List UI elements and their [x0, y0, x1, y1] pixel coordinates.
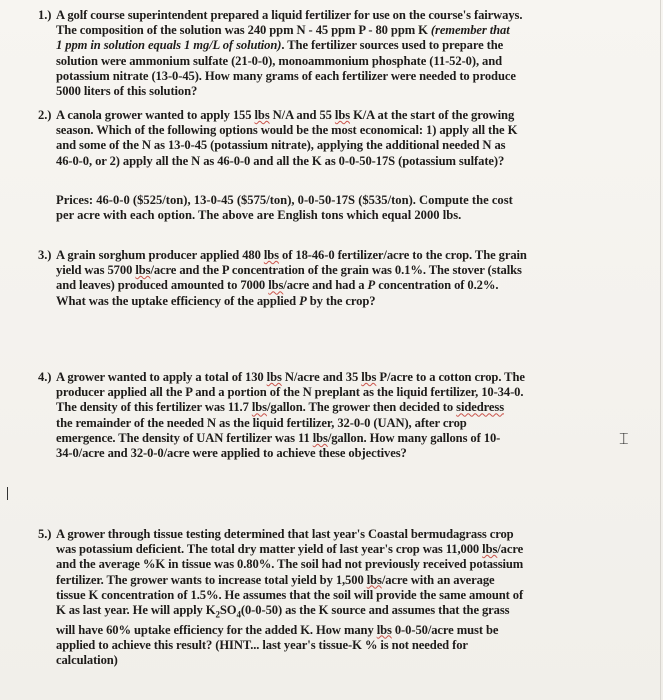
text-line: A canola grower wanted to apply 155 lbs N/A and 55 lbs K/A at the start of the growing: [56, 108, 515, 122]
text-line: A grain sorghum producer applied 480 lbs of 18-46-0 fertilizer/acre to the crop. The grain: [56, 248, 527, 262]
text-line: will have 60% uptake efficiency for the added K. How many lbs 0-0-50/acre must be: [56, 622, 499, 637]
text-line: A grower through tissue testing determined that last year's Coastal bermudagrass crop: [56, 527, 514, 541]
question-number: 4.): [38, 370, 52, 384]
text-line: producer applied all the P and a portion of the N preplant as the liquid fertilizer, 10-34-0.: [56, 385, 524, 400]
text-line: per acre with each option. The above are English tons which equal 2000 lbs.: [56, 208, 462, 223]
text-line: and leaves) produced amounted to 7000 lbs/acre and had a P concentration of 0.2%.: [56, 278, 499, 293]
prices-note: [56, 193, 513, 223]
text-line: and some of the N as 13-0-45 (potassium nitrate), applying the additional needed N as: [56, 138, 506, 153]
text-line: tissue K concentration of 1.5%. He assumes that the soil will provide the same amount of: [56, 587, 524, 602]
text-line: fertilizer. The grower wants to increase total yield by 1,500 lbs/acre with an average: [56, 572, 495, 587]
text-line: was potassium deficient. The total dry matter yield of last year's crop was 11,000 lbs/acre: [56, 542, 524, 557]
question-text: [56, 527, 523, 668]
text-line: A grower wanted to apply a total of 130 lbs N/acre and 35 lbs P/acre to a cotton crop. The: [56, 370, 525, 384]
text-line: emergence. The density of UAN fertilizer was 11 lbs/gallon. How many gallons of 10-: [56, 430, 501, 445]
question-text: [56, 108, 517, 169]
text-line: and the average %K in tissue was 0.80%. The soil had not previously received potassium: [56, 557, 524, 572]
text-line: yield was 5700 lbs/acre and the P concentration of the grain was 0.1%. The stover (stalks: [56, 263, 522, 278]
text-line: A golf course superintendent prepared a liquid fertilizer for use on the course's fairways.: [56, 8, 523, 22]
page-edge: [660, 0, 661, 700]
text-line: calculation): [56, 653, 118, 668]
text-line: What was the uptake efficiency of the applied P by the crop?: [56, 293, 376, 308]
text-line: applied to achieve this result? (HINT... last year's tissue-K % is not needed for: [56, 637, 468, 652]
question-number: 3.): [38, 248, 52, 262]
question-number: 2.): [38, 108, 52, 122]
text-caret: [7, 487, 8, 500]
text-line: The density of this fertilizer was 11.7 lbs/gallon. The grower then decided to sidedress: [56, 400, 504, 415]
text-line: solution were ammonium sulfate (21-0-0), monoammonium phosphate (11-52-0), and: [56, 53, 503, 68]
text-line: 46-0-0, or 2) apply all the N as 46-0-0 and all the K as 0-0-50-17S (potassium sulfate)?: [56, 153, 505, 168]
text-line: 5000 liters of this solution?: [56, 84, 198, 99]
text-line: 1 ppm in solution equals 1 mg/L of solution). The fertilizer sources used to prepare the: [56, 38, 504, 53]
text-line: 34-0/acre and 32-0-0/acre were applied to achieve these objectives?: [56, 446, 407, 461]
text-cursor-icon: ⌶: [619, 429, 629, 448]
text-line: potassium nitrate (13-0-45). How many grams of each fertilizer were needed to produce: [56, 68, 516, 83]
text-line: The composition of the solution was 240 ppm N - 45 ppm P - 80 ppm K (remember that: [56, 23, 510, 38]
question-text: [56, 248, 527, 309]
text-line: K as last year. He will apply $K_2SO_4(0-0-50)$ as the K source and assumes that the grass: [56, 603, 510, 620]
question-text: [56, 370, 525, 461]
text-line: Prices: 46-0-0 ($525/ton), 13-0-45 ($575/ton), 0-0-50-17S ($535/ton). Compute the cost: [56, 193, 513, 207]
question-text: [56, 8, 522, 99]
text-line: the remainder of the needed N as the liquid fertilizer, 32-0-0 (UAN), after crop: [56, 415, 467, 430]
text-line: season. Which of the following options would be the most economical: 1) apply all the K: [56, 123, 518, 138]
question-number: 1.): [38, 8, 52, 22]
question-number: 5.): [38, 527, 52, 541]
